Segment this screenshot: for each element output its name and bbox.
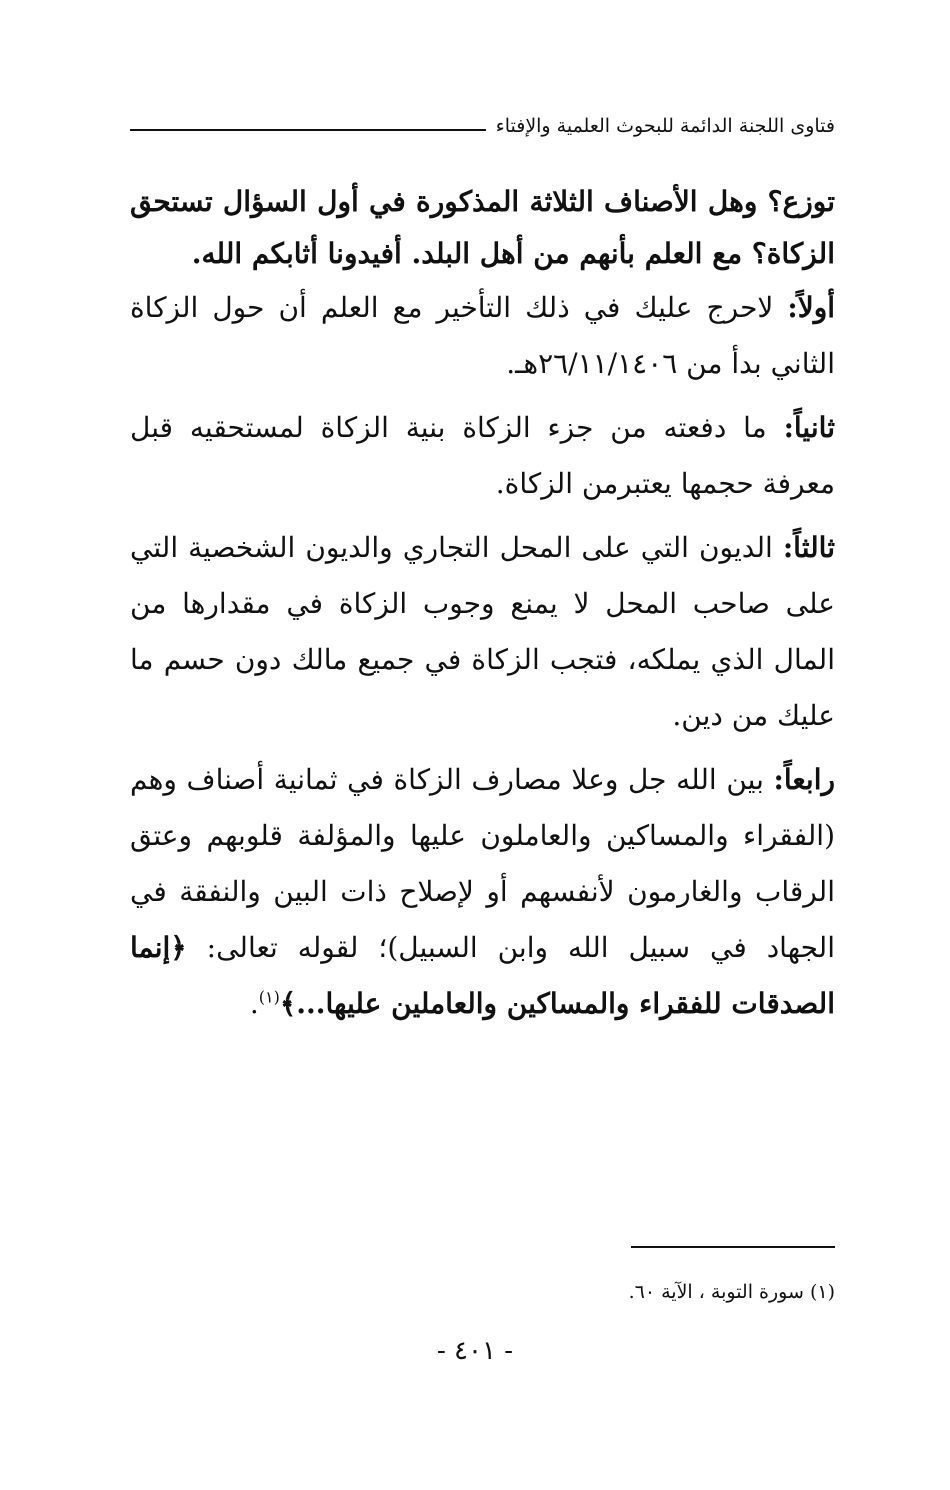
answer-third-lead: ثالثاً: <box>782 531 835 564</box>
header-title: فتاوى اللجنة الدائمة للبحوث العلمية والإفتاء <box>495 114 835 137</box>
question-text: توزع؟ وهل الأصناف الثلاثة المذكورة في أول السؤال تستحق الزكاة؟ مع العلم بأنهم من أهل البلد. أفيدونا أثابكم الله. <box>130 185 835 270</box>
answer-second <box>130 400 835 512</box>
footnote-text: (١) سورة التوبة ، الآية ٦٠. <box>628 1281 835 1303</box>
answer-fourth-tail: . <box>249 987 259 1020</box>
footnote-reference: (١) <box>258 987 280 1007</box>
header-rule <box>130 129 486 131</box>
answer-first <box>130 280 835 392</box>
footnote-separator <box>631 1246 835 1248</box>
answer-fourth <box>130 752 835 1032</box>
main-text <box>130 176 835 1032</box>
answer-fourth-text: بين الله جل وعلا مصارف الزكاة في ثمانية أصناف وهم (الفقراء والمساكين والعاملون عليها والمؤلفة قلوبهم وعتق الرقاب والغارمون لأنفسهم أو لإصلاح ذات البين والنفقة في الجهاد في سبيل الله وابن السبيل)؛ لقوله تعالى: <box>130 763 835 964</box>
page-number: - ٤٠١ - <box>436 1336 514 1366</box>
answer-second-lead: ثانياً: <box>783 411 835 444</box>
answer-first-text: لاحرج عليك في ذلك التأخير مع العلم أن حول الزكاة الثاني بدأ من ٢٦/١١/١٤٠٦هـ. <box>130 291 835 380</box>
quran-quote: ﴿إنما الصدقات للفقراء والمساكين والعاملين عليها...﴾ <box>130 931 835 1020</box>
answer-second-text: ما دفعته من جزء الزكاة بنية الزكاة لمستحقيه قبل معرفة حجمها يعتبرمن الزكاة. <box>130 411 835 500</box>
answer-third-text: الديون التي على المحل التجاري والديون الشخصية التي على صاحب المحل لا يمنع وجوب الزكاة في مقدارها من المال الذي يملكه، فتجب الزكاة في جميع مالك دون حسم ما عليك من دين. <box>130 531 835 732</box>
running-header <box>130 108 835 144</box>
answer-third <box>130 520 835 744</box>
answer-fourth-lead: رابعاً: <box>773 763 835 796</box>
answer-first-lead: أولاً: <box>787 291 835 324</box>
